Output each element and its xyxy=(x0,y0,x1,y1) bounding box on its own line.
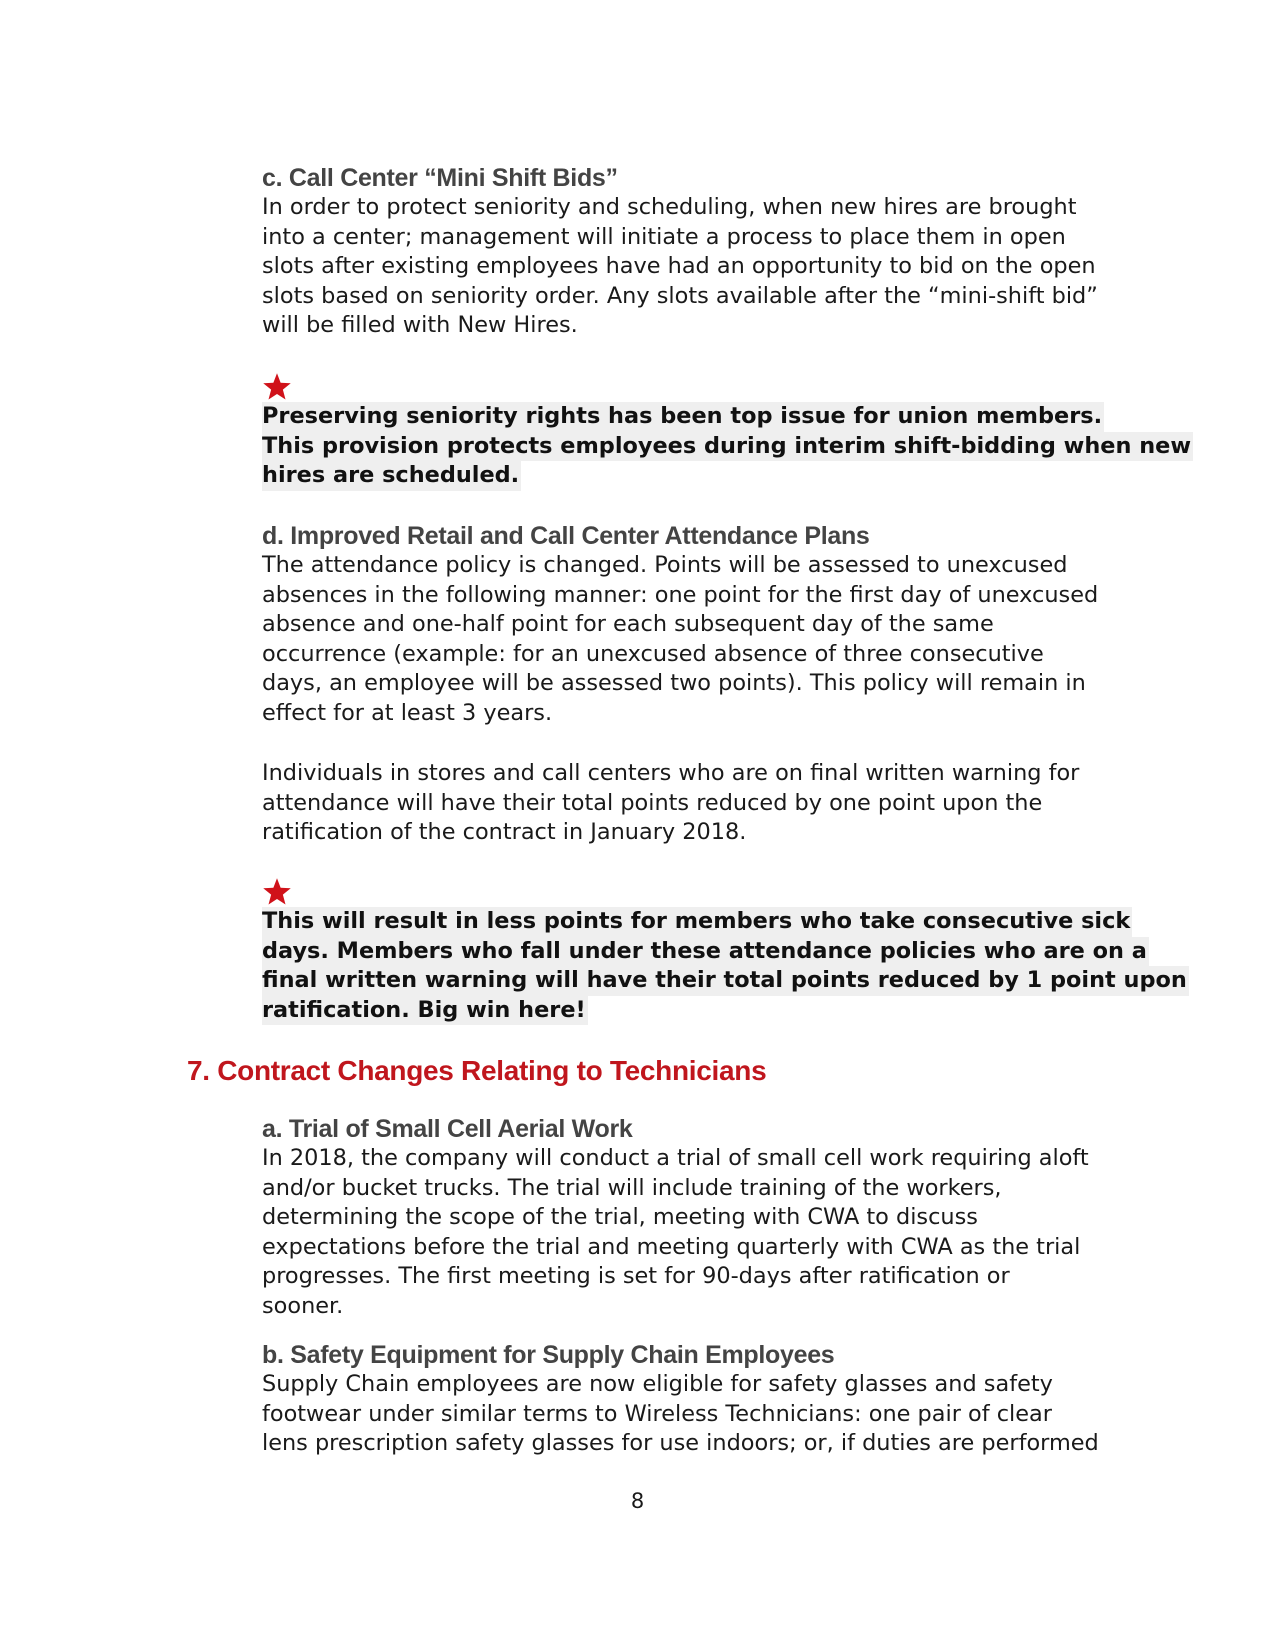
section-7b-line: lens prescription safety glasses for use indoors; or, if duties are performed xyxy=(262,1430,1099,1456)
section-d-line: Individuals in stores and call centers who are on final written warning for xyxy=(262,760,1080,786)
star-icon xyxy=(262,877,292,907)
section-c-heading: c. Call Center “Mini Shift Bids” xyxy=(262,164,618,192)
callout-line: final written warning will have their total points reduced by 1 point upon xyxy=(262,966,1189,996)
section-7a-line: progresses. The first meeting is set for 90-days after ratification or xyxy=(262,1263,1010,1289)
section-7a xyxy=(262,1114,1092,1321)
section-7a-line: determining the scope of the trial, meeting with CWA to discuss xyxy=(262,1204,978,1230)
section-d-heading: d. Improved Retail and Call Center Attendance Plans xyxy=(262,522,870,550)
section-7a-line: sooner. xyxy=(262,1292,344,1319)
section-c-line: slots after existing employees have had an opportunity to bid on the open xyxy=(262,253,1096,279)
section-d-line: ratification of the contract in January 2018. xyxy=(262,819,747,845)
section-d-line: attendance will have their total points reduced by one point upon the xyxy=(262,789,1043,816)
callout-line: days. Members who fall under these attendance policies who are on a xyxy=(262,937,1149,967)
section-7b-line: footwear under similar terms to Wireless Technicians: one pair of clear xyxy=(262,1400,1052,1427)
section-d-line: occurrence (example: for an unexcused absence of three consecutive xyxy=(262,640,1044,667)
section-c-line: In order to protect seniority and scheduling, when new hires are brought xyxy=(262,194,1077,220)
section-c-line: into a center; management will initiate a process to place them in open xyxy=(262,223,1066,250)
section-7b xyxy=(262,1340,1099,1459)
section-7a-line: In 2018, the company will conduct a trial of small cell work requiring aloft xyxy=(262,1145,1089,1171)
section-d-body-2 xyxy=(262,759,1092,848)
section-7a-body xyxy=(262,1144,1092,1321)
section-7b-line: Supply Chain employees are now eligible for safety glasses and safety xyxy=(262,1371,1053,1397)
section-d-callout xyxy=(262,877,1187,1025)
section-d-line: days, an employee will be assessed two points). This policy will remain in xyxy=(262,670,1086,696)
section-c-line: will be filled with New Hires. xyxy=(262,312,578,338)
section-d-line: absences in the following manner: one point for the first day of unexcused xyxy=(262,581,1099,608)
section-d-line: absence and one-half point for each subsequent day of the same xyxy=(262,611,994,637)
star-icon xyxy=(262,372,292,402)
section-7b-body xyxy=(262,1370,1099,1459)
section-7-heading: 7. Contract Changes Relating to Technicians xyxy=(187,1055,767,1086)
section-7a-line: and/or bucket trucks. The trial will include training of the workers, xyxy=(262,1174,1002,1201)
section-c xyxy=(262,163,1098,341)
section-d-body xyxy=(262,551,1099,728)
section-7b-heading: b. Safety Equipment for Supply Chain Employees xyxy=(262,1341,835,1369)
callout-line: hires are scheduled. xyxy=(262,461,521,491)
callout-line: This will result in less points for members who take consecutive sick xyxy=(262,907,1132,937)
section-d xyxy=(262,521,1099,728)
callout-line: Preserving seniority rights has been top issue for union members. xyxy=(262,402,1104,432)
section-c-callout xyxy=(262,372,1192,491)
section-c-body xyxy=(262,193,1098,341)
section-7a-line: expectations before the trial and meeting quarterly with CWA as the trial xyxy=(262,1233,1081,1260)
section-d-line: effect for at least 3 years. xyxy=(262,699,553,726)
section-c-line: slots based on seniority order. Any slots available after the “mini-shift bid” xyxy=(262,282,1098,309)
callout-line: This provision protects employees during interim shift-bidding when new xyxy=(262,432,1193,462)
page-number: 8 xyxy=(630,1489,645,1513)
callout-line: ratification. Big win here! xyxy=(262,996,588,1026)
section-7a-heading: a. Trial of Small Cell Aerial Work xyxy=(262,1115,633,1143)
section-d-line: The attendance policy is changed. Points will be assessed to unexcused xyxy=(262,552,1068,578)
